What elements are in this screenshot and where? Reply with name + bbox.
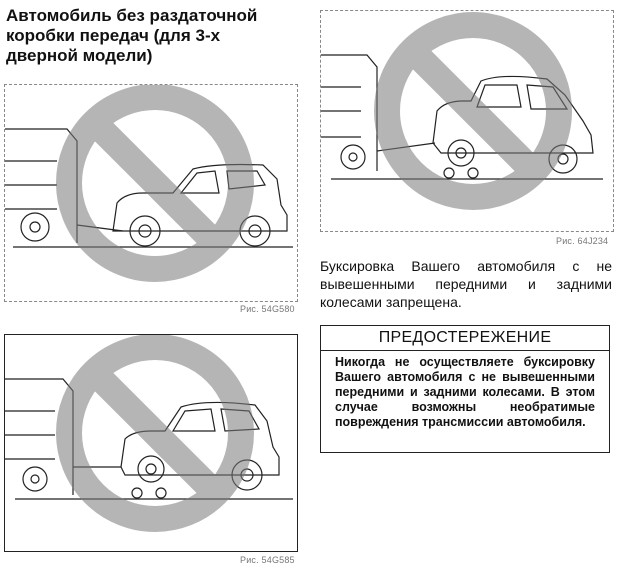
figure-towing-flat: [4, 84, 298, 302]
warning-text: Никогда не осуществляете буксировку Вашего автомобиля с не вывешенными передними и задними колесами. В этом случае возможны необратимые повреждения трансмиссии автомобиля.: [335, 355, 595, 429]
towing-illustration: [321, 11, 613, 231]
figure-towing-raised: [320, 10, 614, 232]
warning-title: ПРЕДОСТЕРЕЖЕНИЕ: [321, 326, 609, 351]
figure-caption: Рис. 54G585: [240, 555, 295, 565]
section-heading: Автомобиль без раздаточной коробки передач (для 3-х дверной модели): [6, 6, 258, 65]
towing-illustration: [5, 85, 297, 301]
warning-box: [320, 325, 610, 453]
figure-towing-dolly: [4, 334, 298, 552]
towing-illustration: [5, 335, 297, 551]
figure-caption: Рис. 64J234: [556, 236, 609, 246]
figure-caption: Рис. 54G580: [240, 304, 295, 314]
towing-paragraph: Буксировка Вашего автомобиля с не вывешенными передними и задними колесами запрещена.: [320, 258, 612, 310]
